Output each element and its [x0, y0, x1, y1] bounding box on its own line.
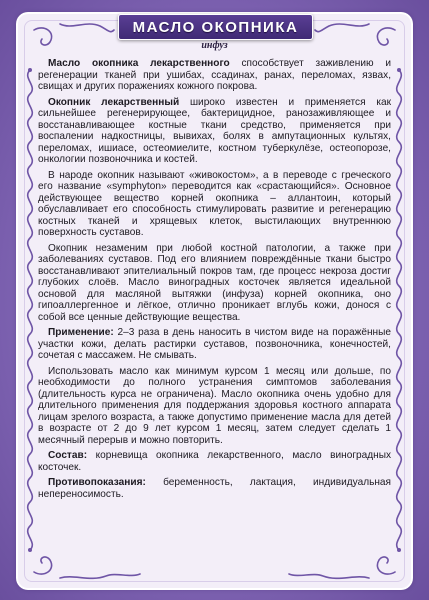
paragraph-lead: Окопник лекарственный — [48, 96, 180, 108]
paragraph — [38, 366, 391, 447]
paragraph — [38, 97, 391, 166]
paragraph — [38, 327, 391, 362]
paragraph-text: широко известен и применяется как сильнейшее регенерирующее, бактерицидное, ранозаживляющее и восстанавливающее костные ткани средство, применяется при воспалении надкостницы, вывихах, болях в ампутационных культях, переломах, ишиасе, остеомиелите, костном туберкулёзе, остеопорозе, онкологии позвоночника и костей. — [38, 96, 391, 165]
paragraph-lead: Состав: — [48, 450, 88, 461]
paragraph — [38, 477, 391, 500]
paragraph-text: 2–3 раза в день наносить в чистом виде на поражённые участки кожи, делать растирки суставов, позвоночника, конечностей, сочетая с массажем. Не смывать. — [38, 327, 391, 361]
paragraph-text: беременность, лактация, индивидуальная непереносимость. — [38, 477, 391, 500]
paragraph — [38, 243, 391, 324]
paragraph-lead: Масло окопника лекарственного — [48, 58, 230, 69]
paragraph — [38, 170, 391, 239]
paragraph — [38, 450, 391, 473]
paragraph-text: Окопник незаменим при любой костной патологии, а также при заболеваниях суставов. Под его влиянием повреждённые ткани быстро восстанавливают эпителиальный покров там, где процесс некроза достиг глубоких слоёв. Масло виноградных косточек является идеальной основой для масляной вытяжки (инфуза) корней окопника, оно гипоаллергенное и лёгкое, отлично проникает вглубь кожи, донося с собой все ценные действующие вещества. — [38, 242, 391, 323]
paragraph-text: Использовать масло как минимум курсом 1 месяц или дольше, по необходимости до полного устранения симптомов заболевания (длительность курса не ограничена). Масло окопника очень удобно для длительного применения для поддержания здоровья костного аппарата лицам зрелого возраста, а также допустимо применение масла для детей в возрасте от 2 до 9 лет курсом 1 месяц, затем следует сделать 1 месячный перерыв и можно повторить. — [38, 365, 391, 446]
paragraph-text: корневища окопника лекарственного, масло виноградных косточек. — [38, 450, 391, 473]
title-plate — [118, 14, 313, 40]
paragraph-lead: Противопоказания: — [48, 477, 146, 488]
paragraph-text: способствует заживлению и регенерации тканей при ушибах, ссадинах, ранах, переломах, язвах, свищах и других поражениях кожного покрова. — [38, 58, 391, 92]
paragraph — [38, 58, 391, 93]
page-title: МАСЛО ОКОПНИКА — [132, 18, 299, 36]
body-text — [38, 58, 391, 504]
paragraph-lead: Применение: — [48, 327, 114, 338]
paragraph-text: В народе окопник называют «живокостом», а в переводе с греческого его название «symphyton» переводится как «срастающийся». Основное действующее вещество корней окопника – аллантоин, который обуславливает его способность стимулировать развитие и регенерацию костных тканей и хрящевых клеток, выстилающих внутреннюю поверхность суставов. — [38, 169, 391, 238]
page-subtitle: инфуз — [201, 40, 228, 51]
